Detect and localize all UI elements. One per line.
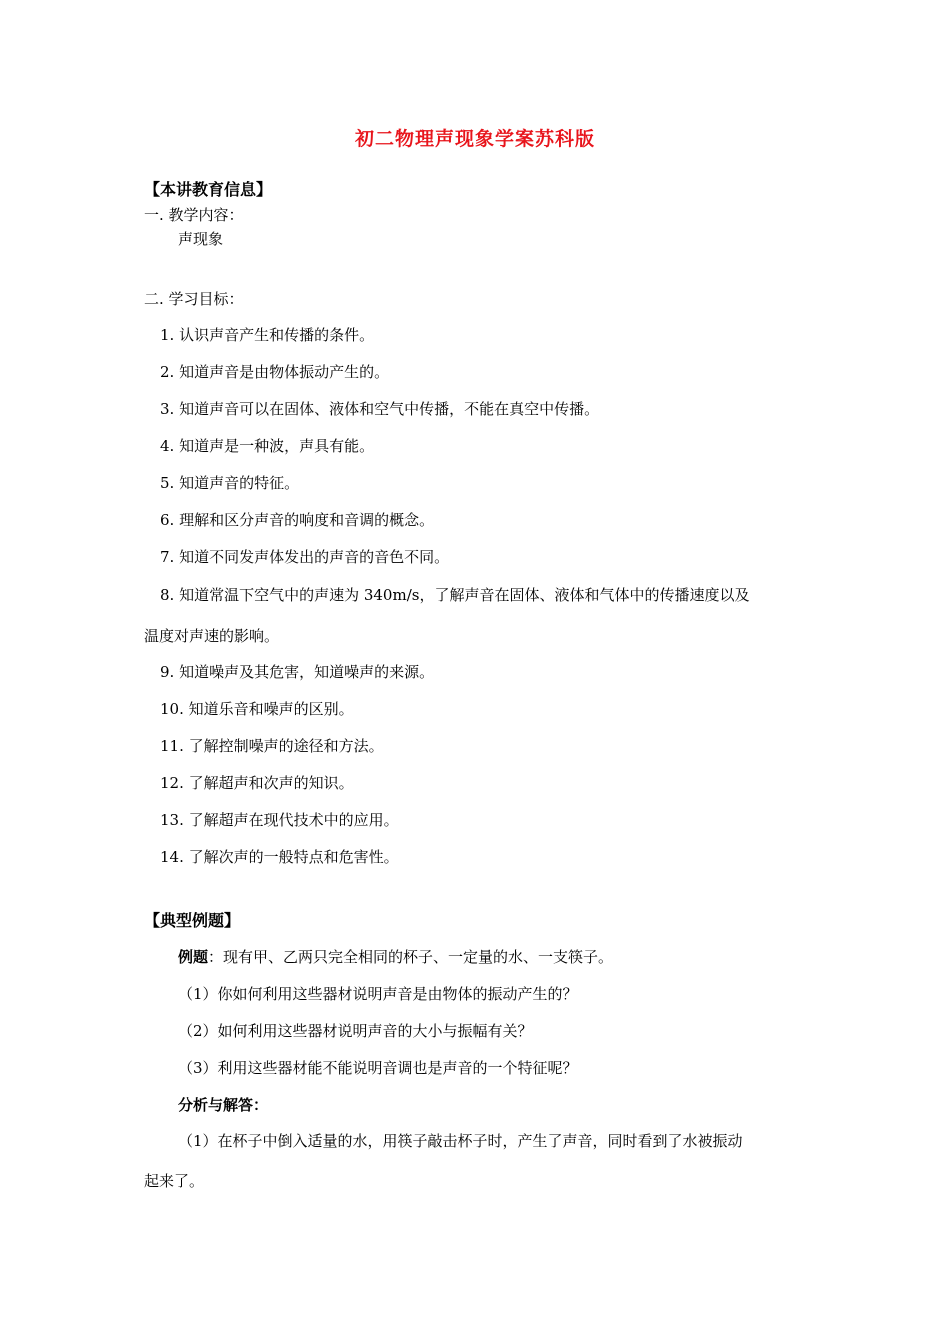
example-text: ：现有甲、乙两只完全相同的杯子、一定量的水、一支筷子。	[208, 948, 614, 966]
answer-line-continuation: 起来了。	[144, 1172, 205, 1190]
objective-item: 8. 知道常温下空气中的声速为 340m/s，了解声音在固体、液体和气体中的传播速度以及	[160, 586, 750, 604]
objective-item: 10. 知道乐音和噪声的区别。	[160, 700, 354, 718]
objective-item: 4. 知道声是一种波，声具有能。	[160, 437, 375, 455]
example-question: （1）你如何利用这些器材说明声音是由物体的振动产生的？	[178, 985, 578, 1003]
examples-header: 【典型例题】	[144, 911, 241, 930]
example-question: （2）如何利用这些器材说明声音的大小与振幅有关？	[178, 1022, 533, 1040]
document-title: 初二物理声现象学案苏科版	[354, 128, 595, 150]
objective-item-continuation: 温度对声速的影响。	[144, 627, 280, 645]
objective-item: 2. 知道声音是由物体振动产生的。	[160, 363, 390, 381]
objective-item: 7. 知道不同发声体发出的声音的音色不同。	[160, 548, 450, 566]
example-label: 例题	[178, 948, 209, 966]
teaching-content-label: 一. 教学内容：	[144, 206, 244, 224]
objective-item: 6. 理解和区分声音的响度和音调的概念。	[160, 511, 435, 529]
objectives-label: 二. 学习目标：	[144, 290, 244, 308]
teaching-content-value: 声现象	[178, 230, 224, 248]
info-header: 【本讲教育信息】	[144, 180, 273, 199]
objective-item: 14. 了解次声的一般特点和危害性。	[160, 848, 399, 866]
objective-item: 13. 了解超声在现代技术中的应用。	[160, 811, 399, 829]
answer-line: （1）在杯子中倒入适量的水，用筷子敲击杯子时，产生了声音，同时看到了水被振动	[178, 1132, 743, 1150]
example-question: （3）利用这些器材能不能说明音调也是声音的一个特征呢？	[178, 1059, 578, 1077]
example-statement	[178, 946, 613, 967]
objective-item: 1. 认识声音产生和传播的条件。	[160, 326, 375, 344]
objective-item: 9. 知道噪声及其危害，知道噪声的来源。	[160, 663, 435, 681]
objective-item: 3. 知道声音可以在固体、液体和空气中传播，不能在真空中传播。	[160, 400, 600, 418]
analysis-label: 分析与解答：	[178, 1096, 269, 1114]
objective-item: 11. 了解控制噪声的途径和方法。	[160, 737, 384, 755]
objective-item: 5. 知道声音的特征。	[160, 474, 300, 492]
objective-item: 12. 了解超声和次声的知识。	[160, 774, 354, 792]
